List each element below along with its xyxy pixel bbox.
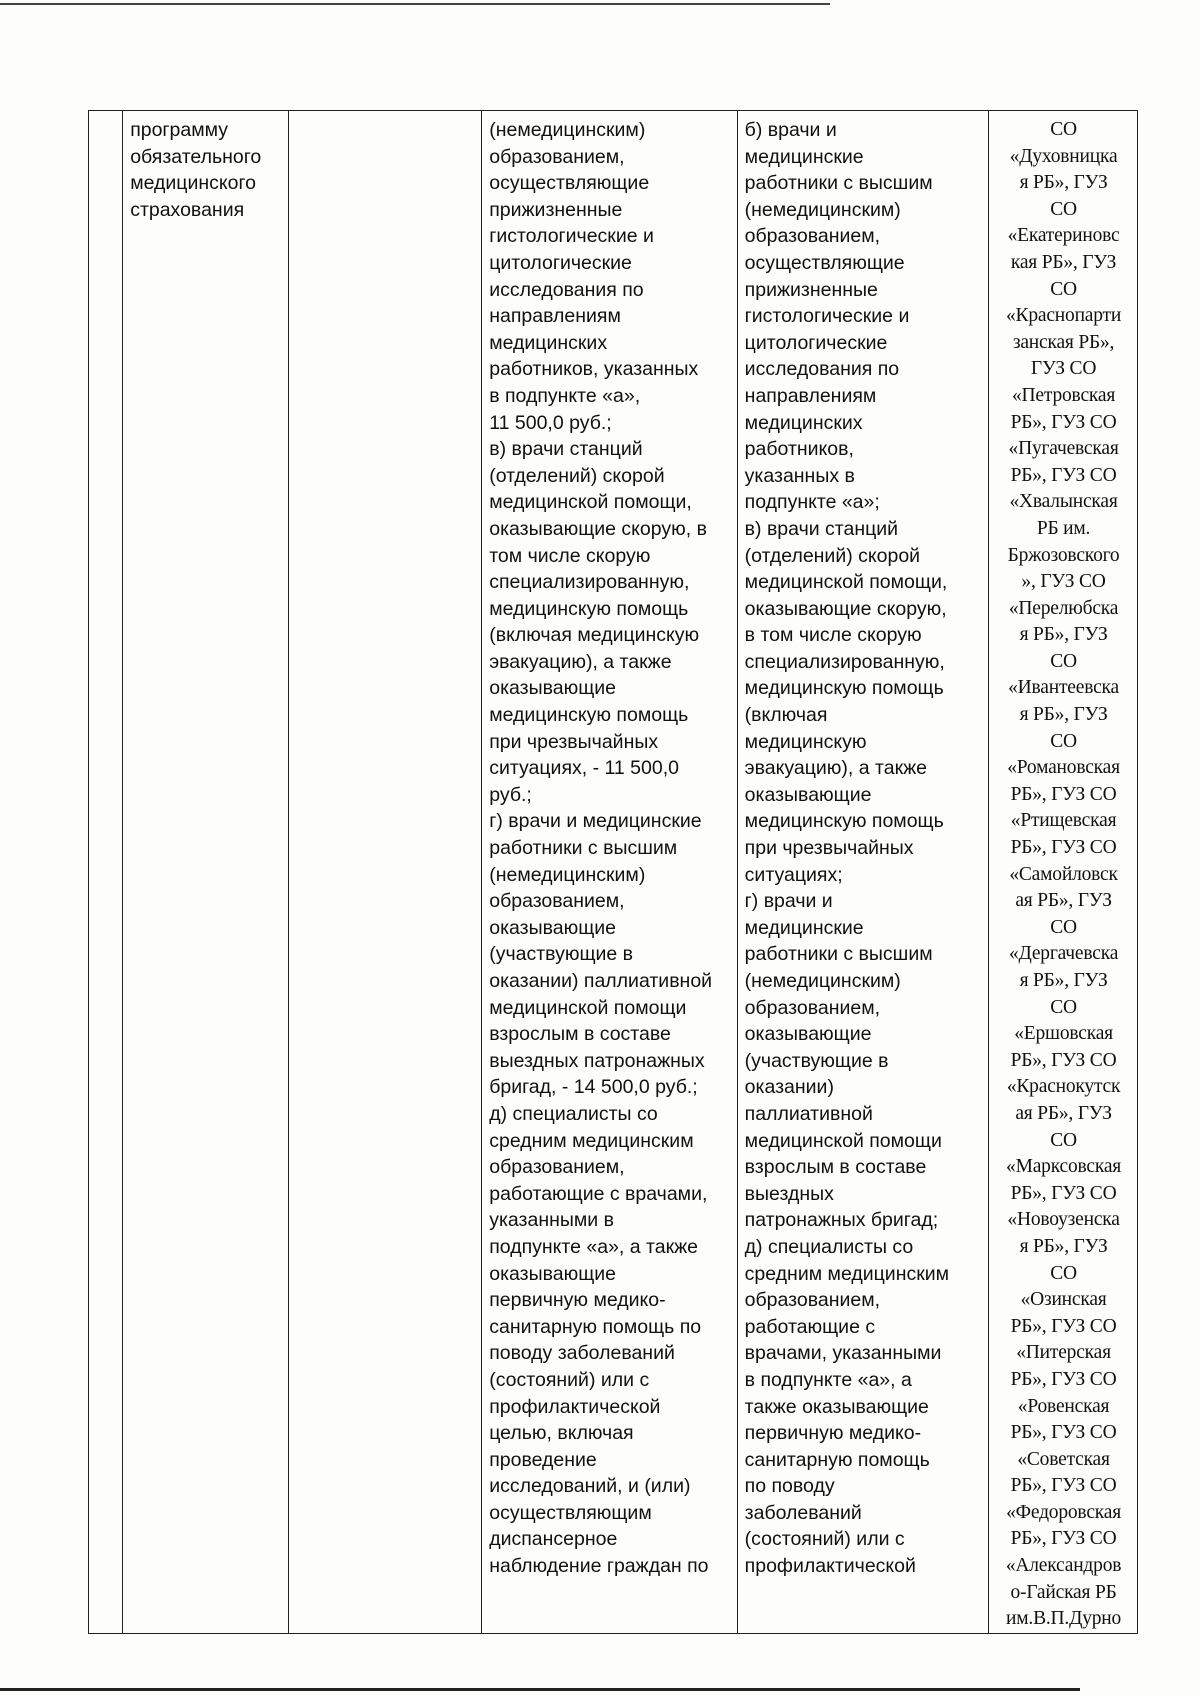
scan-edge-top: [0, 0, 830, 5]
program-cell: программу обязательного медицинского страхования: [123, 111, 289, 1634]
recipients-cell: б) врачи и медицинские работники с высшим (немедицинским) образованием, осуществляющие прижизненные гистологические и цитологические исследования по направлениям медицинских работников, указанных в подпункте «а»; в) врачи станций (отделений) скорой медицинской помощи, оказывающие скорую, в том числе скорую специализированную, медицинскую помощь (включая медицинскую эвакуацию), а также оказывающие медицинскую помощь при чрезвычайных ситуациях; г) врачи и медицинские работники с высшим (немедицинским) образованием, оказывающие (участвующие в оказании) паллиативной медицинской помощи взрослым в составе выездных патронажных бригад; д) специалисты со средним медицинским образованием, работающие с врачами, указанными в подпункте «а», а также оказывающие первичную медико- санитарную помощь по поводу заболеваний (состояний) или с профилактической: [737, 111, 988, 1634]
empty-cell: [289, 111, 482, 1634]
payment-conditions-cell: (немедицинским) образованием, осуществляющие прижизненные гистологические и цитологические исследования по направлениям медицинских работников, указанных в подпункте «а», 11 500,0 руб.; в) врачи станций (отделений) скорой медицинской помощи, оказывающие скорую, в том числе скорую специализированную, медицинскую помощь (включая медицинскую эвакуацию), а также оказывающие медицинскую помощь при чрезвычайных ситуациях, - 11 500,0 руб.; г) врачи и медицинские работники с высшим (немедицинским) образованием, оказывающие (участвующие в оказании) паллиативной медицинской помощи взрослым в составе выездных патронажных бригад, - 14 500,0 руб.; д) специалисты со средним медицинским образованием, работающие с врачами, указанными в подпункте «а», а также оказывающие первичную медико- санитарную помощь по поводу заболеваний (состояний) или с профилактической целью, включая проведение исследований, и (или) осуществляющим диспансерное наблюдение граждан по: [482, 111, 737, 1634]
institutions-cell: СО «Духовницка я РБ», ГУЗ СО «Екатериновс кая РБ», ГУЗ СО «Краснопарти занская РБ», ГУЗ СО «Петровская РБ», ГУЗ СО «Пугачевская РБ», ГУЗ СО «Хвалынская РБ им. Бржозовского », ГУЗ СО «Перелюбска я РБ», ГУЗ СО «Ивантеевска я РБ», ГУЗ СО «Романовская РБ», ГУЗ СО «Ртищевская РБ», ГУЗ СО «Самойловск ая РБ», ГУЗ СО «Дергачевска я РБ», ГУЗ СО «Ершовская РБ», ГУЗ СО «Краснокутск ая РБ», ГУЗ СО «Марксовская РБ», ГУЗ СО «Новоузенска я РБ», ГУЗ СО «Озинская РБ», ГУЗ СО «Питерская РБ», ГУЗ СО «Ровенская РБ», ГУЗ СО «Советская РБ», ГУЗ СО «Федоровская РБ», ГУЗ СО «Александров о-Гайская РБ им.В.П.Дурно: [989, 111, 1138, 1634]
document-table: [88, 110, 1138, 1634]
scan-edge-bottom: [0, 1688, 1080, 1691]
number-cell: [89, 111, 123, 1634]
table-row: [89, 111, 1138, 1634]
